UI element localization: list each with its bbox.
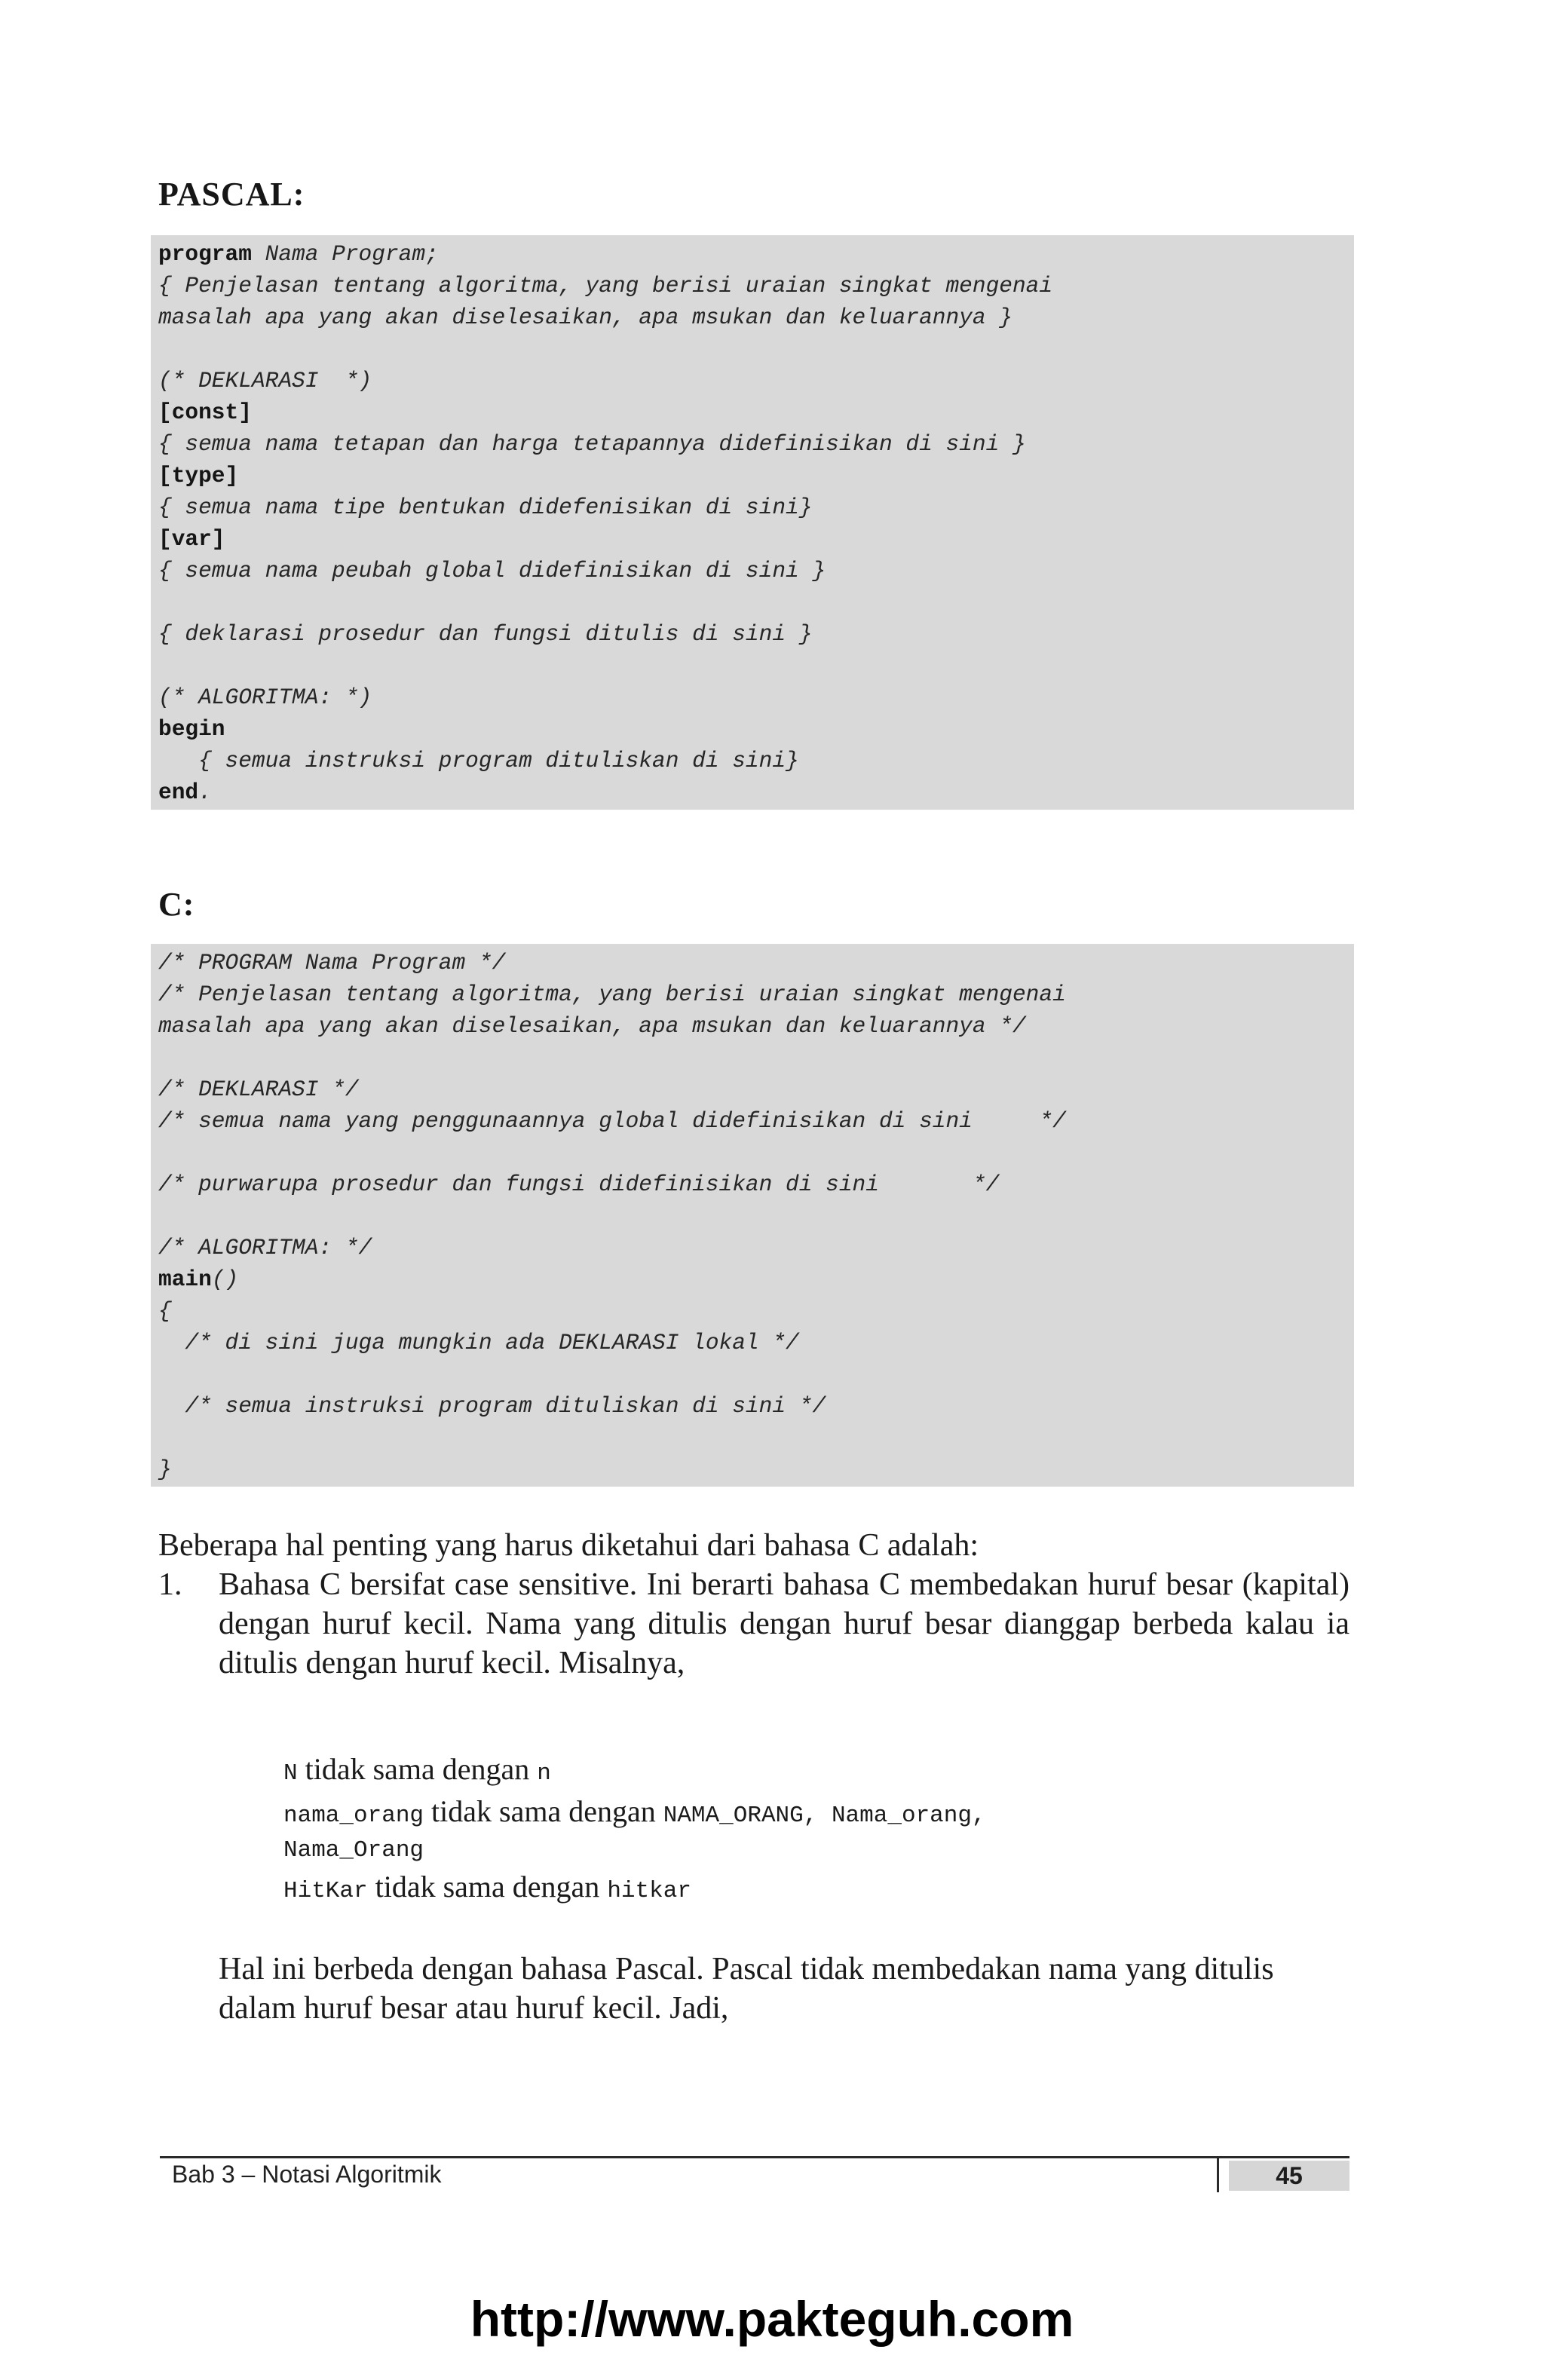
code-line: main() <box>158 1267 239 1292</box>
code-line: /* purwarupa prosedur dan fungsi didefinisikan di sini */ <box>158 1172 1000 1197</box>
code-line: /* di sini juga mungkin ada DEKLARASI lokal */ <box>158 1330 799 1355</box>
case-example-1: N tidak sama dengan n <box>283 1752 551 1787</box>
code-line: { semua nama tipe bentukan didefenisikan di sini} <box>158 495 813 520</box>
code-line: { Penjelasan tentang algoritma, yang berisi uraian singkat mengenai <box>158 273 1053 299</box>
closing-paragraph: Hal ini berbeda dengan bahasa Pascal. Pascal tidak membedakan nama yang ditulis dalam huruf besar atau huruf kecil. Jadi, <box>219 1952 1274 2026</box>
intro-paragraph: Beberapa hal penting yang harus diketahui dari bahasa C adalah: <box>158 1528 979 1563</box>
code-line: { semua nama tetapan dan harga tetapannya didefinisikan di sini } <box>158 431 1026 457</box>
footer-divider <box>1217 2158 1219 2192</box>
code-line: { deklarasi prosedur dan fungsi ditulis di sini } <box>158 621 813 647</box>
code-line: /* semua nama yang penggunaannya global didefinisikan di sini */ <box>158 1108 1066 1134</box>
pascal-code-block <box>151 235 1354 810</box>
code-line: masalah apa yang akan diselesaikan, apa msukan dan keluarannya */ <box>158 1013 1026 1039</box>
footer-rule <box>160 2156 1349 2158</box>
code-line: masalah apa yang akan diselesaikan, apa msukan dan keluarannya } <box>158 305 1012 330</box>
code-line: [type] <box>158 463 239 489</box>
case-example-2-cont: Nama_Orang <box>283 1837 424 1864</box>
case-example-2: nama_orang tidak sama dengan NAMA_ORANG, Nama_orang, <box>283 1794 986 1829</box>
code-line: { semua nama peubah global didefinisikan di sini } <box>158 558 826 584</box>
code-line: /* semua instruksi program dituliskan di sini */ <box>158 1393 826 1419</box>
code-line: /* ALGORITMA: */ <box>158 1235 372 1260</box>
code-line: /* DEKLARASI */ <box>158 1077 359 1102</box>
footer-chapter-title: Bab 3 – Notasi Algoritmik <box>172 2161 442 2188</box>
watermark-url: http://www.pakteguh.com <box>470 2291 1074 2347</box>
code-line: /* Penjelasan tentang algoritma, yang berisi uraian singkat mengenai <box>158 982 1066 1007</box>
code-line: end. <box>158 780 212 805</box>
c-heading: C: <box>158 886 195 923</box>
page-number: 45 <box>1229 2161 1349 2191</box>
c-code-block <box>151 944 1354 1487</box>
list-item-text: Bahasa C bersifat case sensitive. Ini berarti bahasa C membedakan huruf besar (kapital) dengan huruf kecil. Nama yang ditulis dengan huruf besar dianggap berbeda kalau ia ditulis dengan huruf kecil. Misalnya, <box>219 1567 1349 1680</box>
code-line: } <box>158 1456 172 1482</box>
list-number: 1. <box>158 1567 182 1602</box>
pascal-heading: PASCAL: <box>158 176 305 213</box>
code-line: (* DEKLARASI *) <box>158 368 372 394</box>
code-line: { <box>158 1298 172 1324</box>
code-line: (* ALGORITMA: *) <box>158 685 372 710</box>
code-line: [var] <box>158 526 225 552</box>
case-example-3: HitKar tidak sama dengan hitkar <box>283 1870 691 1904</box>
code-line: /* PROGRAM Nama Program */ <box>158 950 506 976</box>
code-line: program Nama Program; <box>158 241 439 267</box>
code-line: { semua instruksi program dituliskan di sini} <box>158 748 799 773</box>
code-line: [const] <box>158 400 252 425</box>
code-line: begin <box>158 716 225 742</box>
